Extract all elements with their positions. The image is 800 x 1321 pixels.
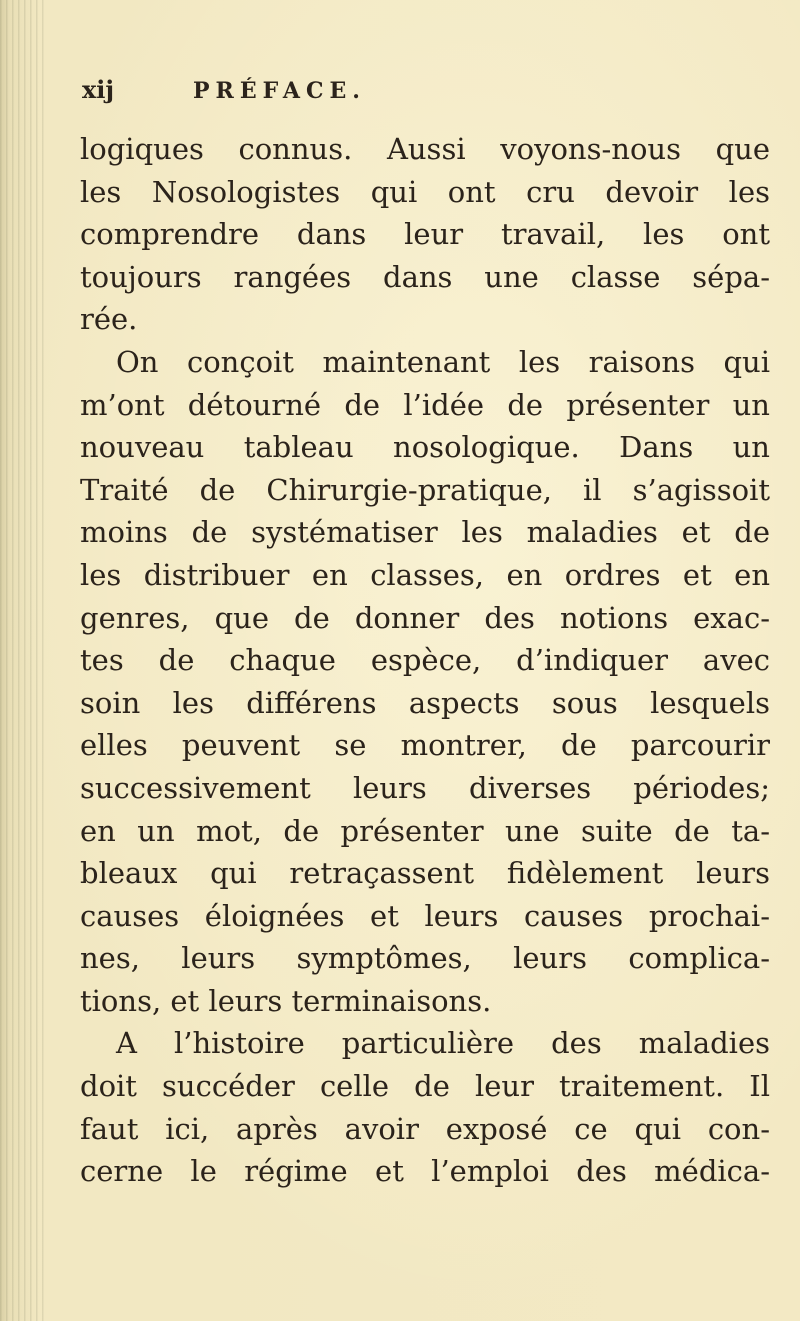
text-line: nes, leurs symptômes, leurs complica- — [80, 941, 770, 976]
text-line: elles peuvent se montrer, de parcourir — [80, 728, 770, 763]
text-line: comprendre dans leur travail, les ont — [80, 217, 770, 252]
text-line: soin les différens aspects sous lesquels — [80, 685, 770, 720]
text-line: doit succéder celle de leur traitement. Il — [80, 1069, 770, 1104]
text-line: les Nosologistes qui ont cru devoir les — [80, 174, 770, 209]
running-title: PRÉFACE. — [193, 78, 366, 104]
page-binding-edge — [0, 0, 44, 1321]
text-line: Traité de Chirurgie-pratique, il s’agissoit — [80, 472, 770, 507]
text-line: en un mot, de présenter une suite de ta- — [80, 813, 770, 848]
text-line: A l’histoire particulière des maladies — [116, 1026, 770, 1061]
text-line: tions, et leurs terminaisons. — [80, 983, 492, 1018]
text-line: causes éloignées et leurs causes prochai- — [80, 898, 770, 933]
text-line: logiques connus. Aussi voyons-nous que — [80, 132, 770, 166]
text-line: moins de systématiser les maladies et de — [80, 515, 770, 550]
text-line: toujours rangées dans une classe sépa- — [80, 259, 770, 294]
page-number: xij — [82, 75, 115, 104]
body-text — [80, 128, 770, 1193]
text-line: On conçoit maintenant les raisons qui — [116, 344, 770, 379]
text-line: nouveau tableau nosologique. Dans un — [80, 430, 770, 465]
text-line: rée. — [80, 302, 138, 337]
text-line: m’ont détourné de l’idée de présenter un — [80, 387, 770, 422]
text-line: tes de chaque espèce, d’indiquer avec — [80, 643, 770, 678]
text-line: faut ici, après avoir exposé ce qui con- — [80, 1111, 770, 1146]
text-line: successivement leurs diverses périodes; — [80, 770, 770, 805]
text-line: cerne le régime et l’emploi des médica- — [80, 1154, 770, 1189]
text-line: genres, que de donner des notions exac- — [80, 600, 770, 635]
text-line: les distribuer en classes, en ordres et en — [80, 557, 770, 592]
text-line: bleaux qui retraçassent fidèlement leurs — [80, 856, 770, 891]
